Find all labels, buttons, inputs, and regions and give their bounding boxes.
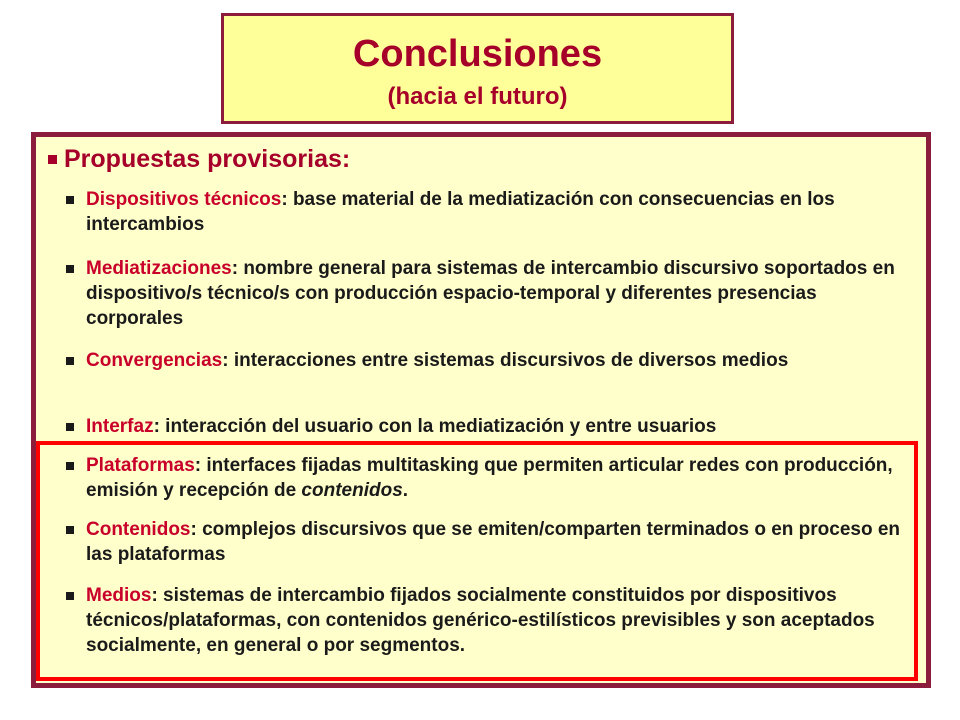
list-item-interfaz [66,414,916,439]
title-box [221,13,734,124]
definition-text: : nombre general para sistemas de intercambio discursivo soportados en dispositivo/s técnico/s con producción espacio-temporal y diferentes presencias corporales [86,258,895,329]
list-item-text [86,414,716,439]
list-item-text [86,256,916,331]
section-heading-text: Propuestas provisorias: [64,145,351,173]
term-label: Dispositivos técnicos [86,189,282,210]
list-item-dispositivos [66,187,916,237]
term-label: Mediatizaciones [86,258,232,279]
definition-text: : interfaces fijadas multitasking que permiten articular redes con producción, emisión y recepción de [86,455,893,501]
square-bullet-icon [66,196,74,204]
term-label: Medios [86,585,152,606]
definition-text: : complejos discursivos que se emiten/comparten terminados o en proceso en las plataformas [86,519,901,565]
slide-subtitle: (hacia el futuro) [387,83,568,110]
term-label: Interfaz [86,416,154,437]
term-label: Convergencias [86,350,223,371]
square-bullet-icon [66,423,74,431]
list-item-mediatizaciones [66,256,916,331]
slide-title: Conclusiones [352,33,603,75]
list-item-convergencias [66,348,916,373]
section-heading [48,144,350,174]
definition-text: : sistemas de intercambio fijados socialmente constituidos por dispositivos técnicos/plataformas, con contenidos genérico-estilísticos previsibles y son aceptados socialmente, en general o por segmentos. [86,585,875,656]
definition-text: : interacciones entre sistemas discursivos de diversos medios [222,350,789,371]
definition-text: : base material de la mediatización con consecuencias en los intercambios [86,189,835,235]
emphasized-term: contenidos [301,480,403,501]
square-bullet-icon [66,265,74,273]
square-bullet-icon [66,357,74,365]
definition-text: : interacción del usuario con la mediatización y entre usuarios [153,416,717,437]
term-label: Contenidos [86,519,191,540]
square-bullet-icon [48,155,57,164]
list-item-text [86,187,916,237]
term-label: Plataformas [86,455,195,476]
definition-tail: . [402,480,409,501]
list-item-text [86,348,788,373]
highlight-frame [36,441,918,681]
